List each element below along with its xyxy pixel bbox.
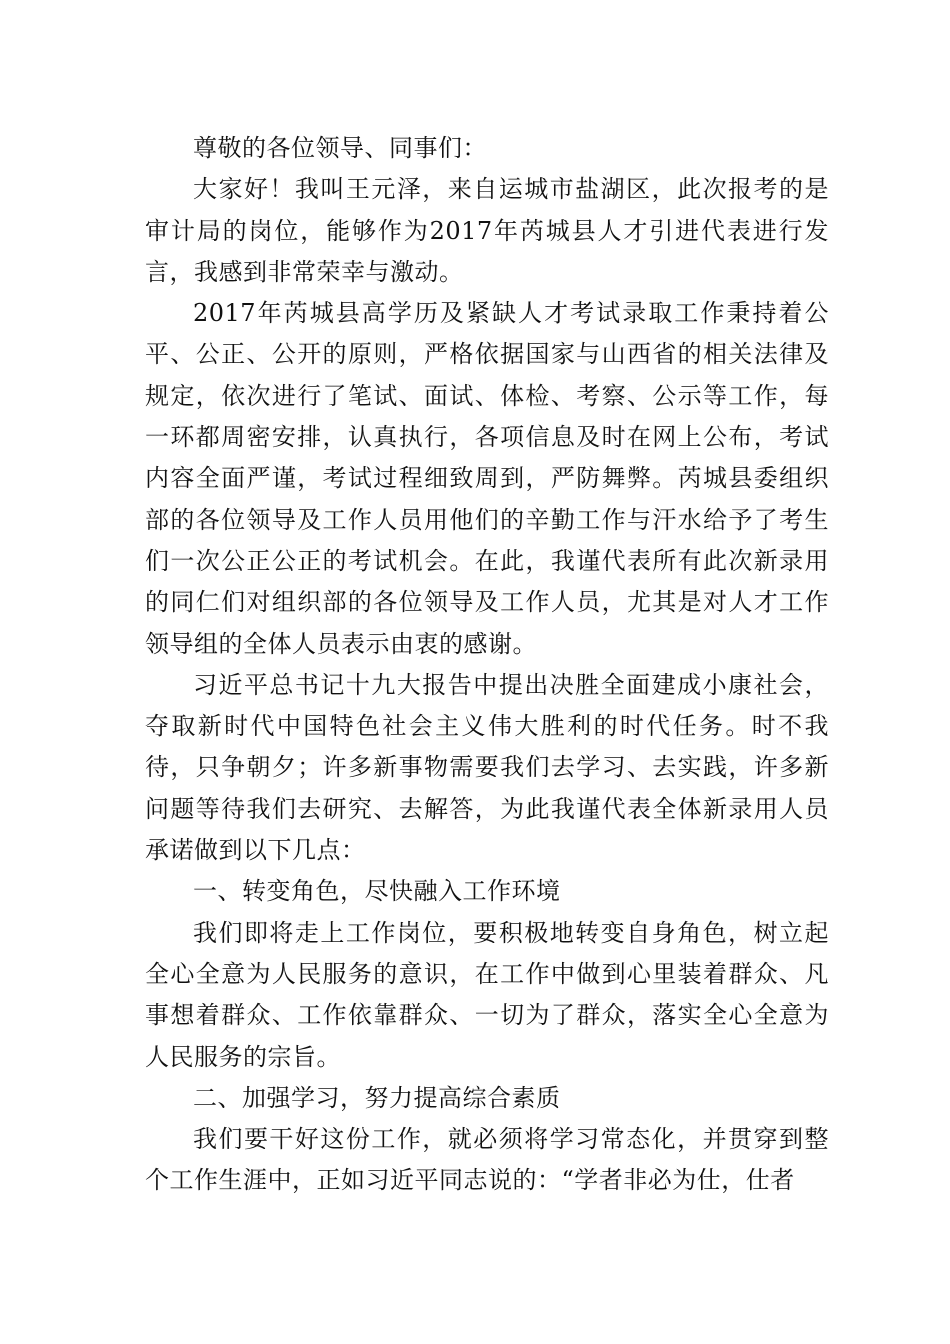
paragraph-introduction: 大家好！我叫王元泽，来自运城市盐湖区，此次报考的是审计局的岗位，能够作为2017年芮城县人才引进代表进行发言，我感到非常荣幸与激动。 bbox=[145, 175, 829, 286]
paragraph-role: 我们即将走上工作岗位，要积极地转变自身角色，树立起全心全意为人民服务的意识，在工作中做到心里装着群众、凡事想着群众、工作依靠群众、一切为了群众，落实全心全意为人民服务的宗旨。 bbox=[145, 918, 829, 1071]
section-heading-role: 一、转变角色，尽快融入工作环境 bbox=[193, 877, 561, 906]
paragraph-exam-process: 2017年芮城县高学历及紧缺人才考试录取工作秉持着公平、公正、公开的原则，严格依据国家与山西省的相关法律及规定，依次进行了笔试、面试、体检、考察、公示等工作，每一环都周密安排，认真执行，各项信息及时在网上公布，考试内容全面严谨，考试过程细致周到，严防舞弊。芮城县委组织部的各位领导及工作人员用他们的辛勤工作与汗水给予了考生们一次公正公正的考试机会。在此，我谨代表所有此次新录用的同仁们对组织部的各位领导及工作人员，尤其是对人才工作领导组的全体人员表示由衷的感谢。 bbox=[145, 299, 829, 658]
paragraph-study: 我们要干好这份工作，就必须将学习常态化，并贯穿到整个工作生涯中，正如习近平同志说的：“学者非必为仕，仕者 bbox=[145, 1125, 829, 1195]
section-heading-study: 二、加强学习，努力提高综合素质 bbox=[193, 1083, 561, 1112]
paragraph-commitment: 习近平总书记十九大报告中提出决胜全面建成小康社会，夺取新时代中国特色社会主义伟大胜利的时代任务。时不我待，只争朝夕；许多新事物需要我们去学习、去实践，许多新问题等待我们去研究、去解答，为此我谨代表全体新录用人员承诺做到以下几点： bbox=[145, 670, 829, 865]
salutation: 尊敬的各位领导、同事们： bbox=[193, 134, 487, 162]
document-body bbox=[145, 128, 829, 1202]
